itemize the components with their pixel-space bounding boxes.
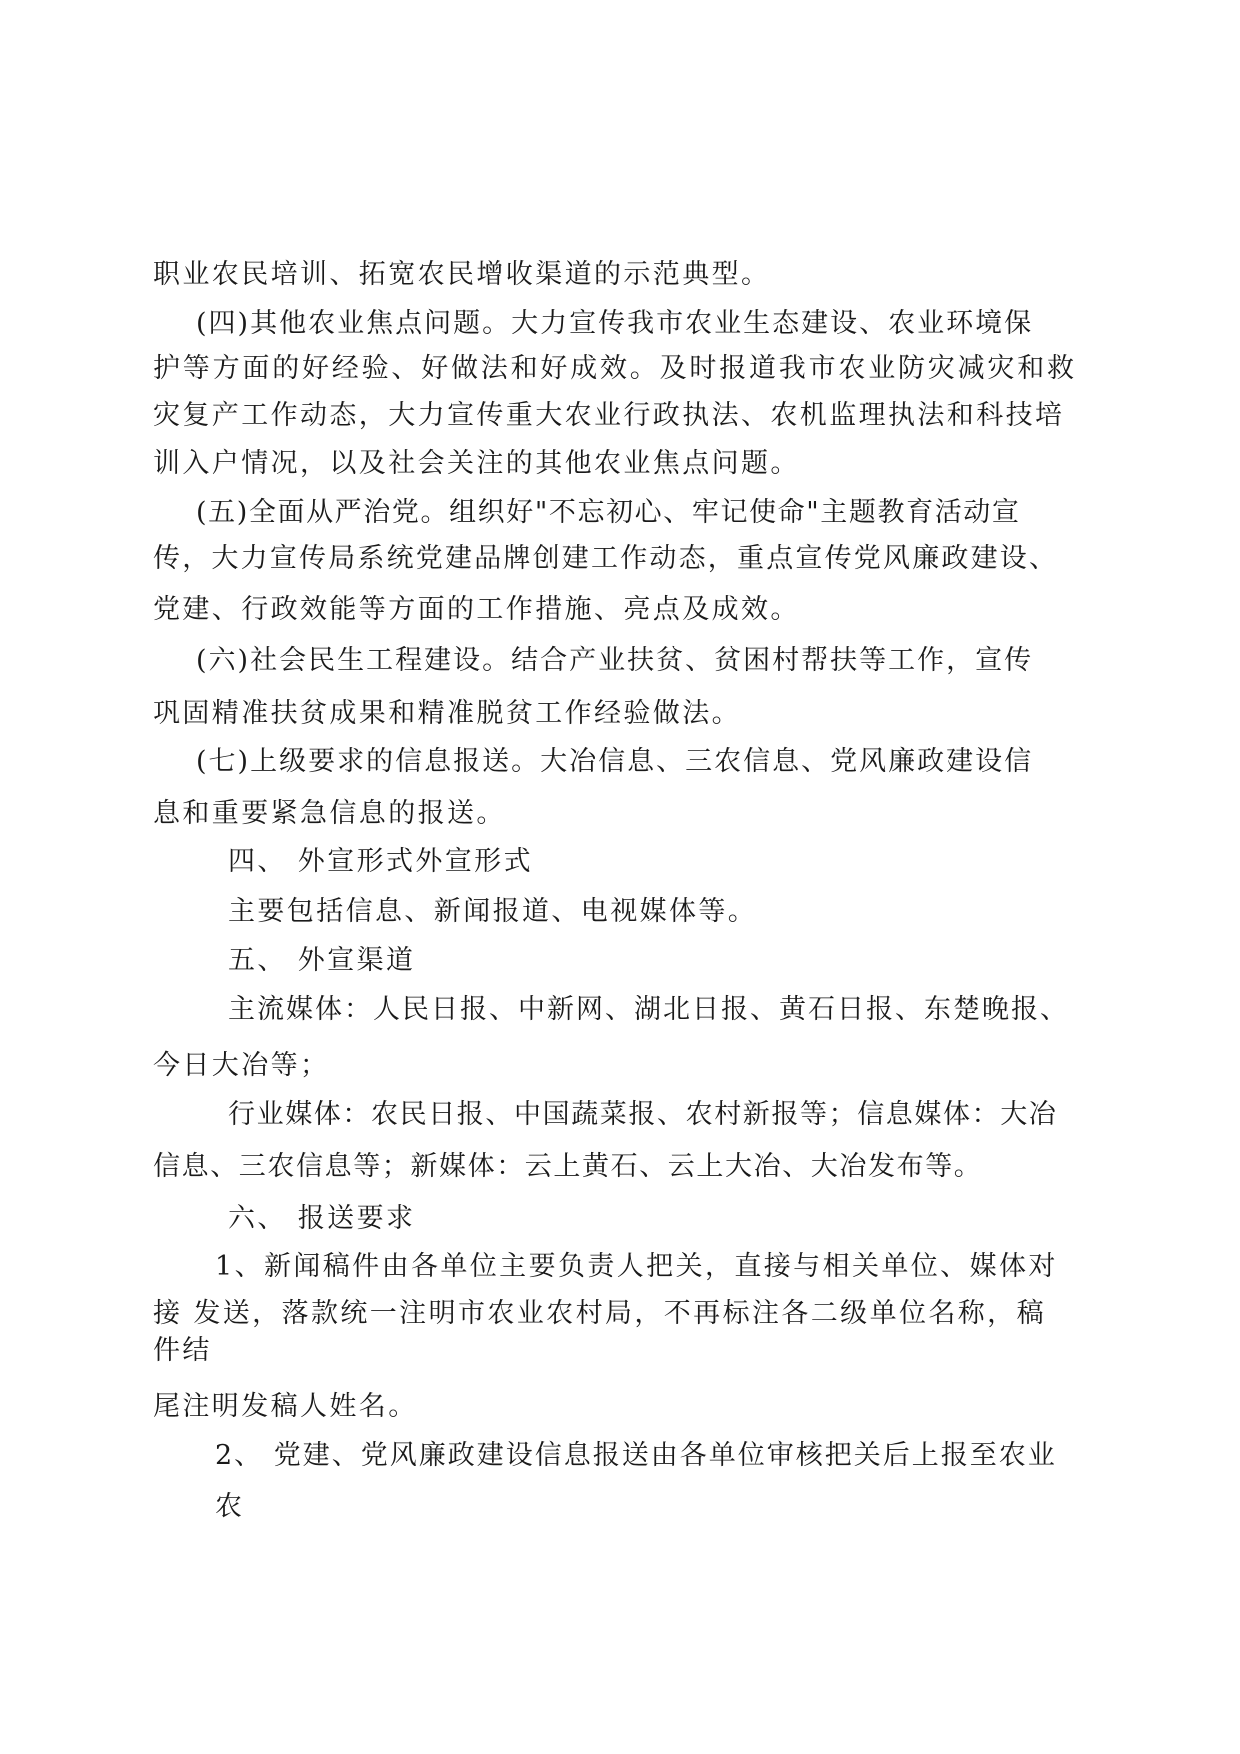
text-line: 件结 [153,1335,212,1366]
text-line: 接 发送，落款统一注明市农业农村局，不再标注各二级单位名称，稿 [153,1298,1046,1329]
text-line: 传，大力宣传局系统党建品牌创建工作动态，重点宣传党风廉政建设、 [153,543,1059,574]
text-line: 农 [215,1491,245,1522]
text-line: 训入户情况，以及社会关注的其他农业焦点问题。 [153,448,800,479]
section-heading: 五、 外宣渠道 [228,945,416,976]
text-line: 息和重要紧急信息的报送。 [153,798,506,829]
text-line: 主要包括信息、新闻报道、电视媒体等。 [228,896,758,927]
text-line: (五)全面从严治党。组织好"不忘初心、牢记使命"主题教育活动宣 [196,497,1021,528]
text-line: 护等方面的好经验、好做法和好成效。及时报道我市农业防灾减灾和救 [153,353,1077,384]
section-heading: 六、 报送要求 [228,1203,416,1234]
text-line: 1、新闻稿件由各单位主要负责人把关，直接与相关单位、媒体对 [215,1251,1058,1282]
text-line: 2、 党建、党风廉政建设信息报送由各单位审核把关后上报至农业 [215,1440,1057,1471]
section-heading: 四、 外宣形式外宣形式 [228,846,533,877]
text-line: 信息、三农信息等；新媒体：云上黄石、云上大冶、大冶发布等。 [153,1151,983,1182]
text-line: 灾复产工作动态，大力宣传重大农业行政执法、农机监理执法和科技培 [153,400,1065,431]
text-line: 行业媒体：农民日报、中国蔬菜报、农村新报等；信息媒体：大冶 [228,1099,1058,1130]
text-line: 尾注明发稿人姓名。 [153,1391,418,1422]
text-line: 党建、行政效能等方面的工作措施、亮点及成效。 [153,594,800,625]
text-line: (七)上级要求的信息报送。大冶信息、三农信息、党风廉政建设信 [196,746,1034,777]
text-line: 职业农民培训、拓宽农民增收渠道的示范典型。 [153,259,771,290]
text-line: (六)社会民生工程建设。结合产业扶贫、贫困村帮扶等工作，宣传 [196,645,1034,676]
text-line: 今日大冶等； [153,1050,330,1081]
text-line: (四)其他农业焦点问题。大力宣传我市农业生态建设、农业环境保 [196,308,1034,339]
text-line: 巩固精准扶贫成果和精准脱贫工作经验做法。 [153,698,741,729]
text-line: 主流媒体：人民日报、中新网、湖北日报、黄石日报、东楚晚报、 [228,994,1069,1025]
